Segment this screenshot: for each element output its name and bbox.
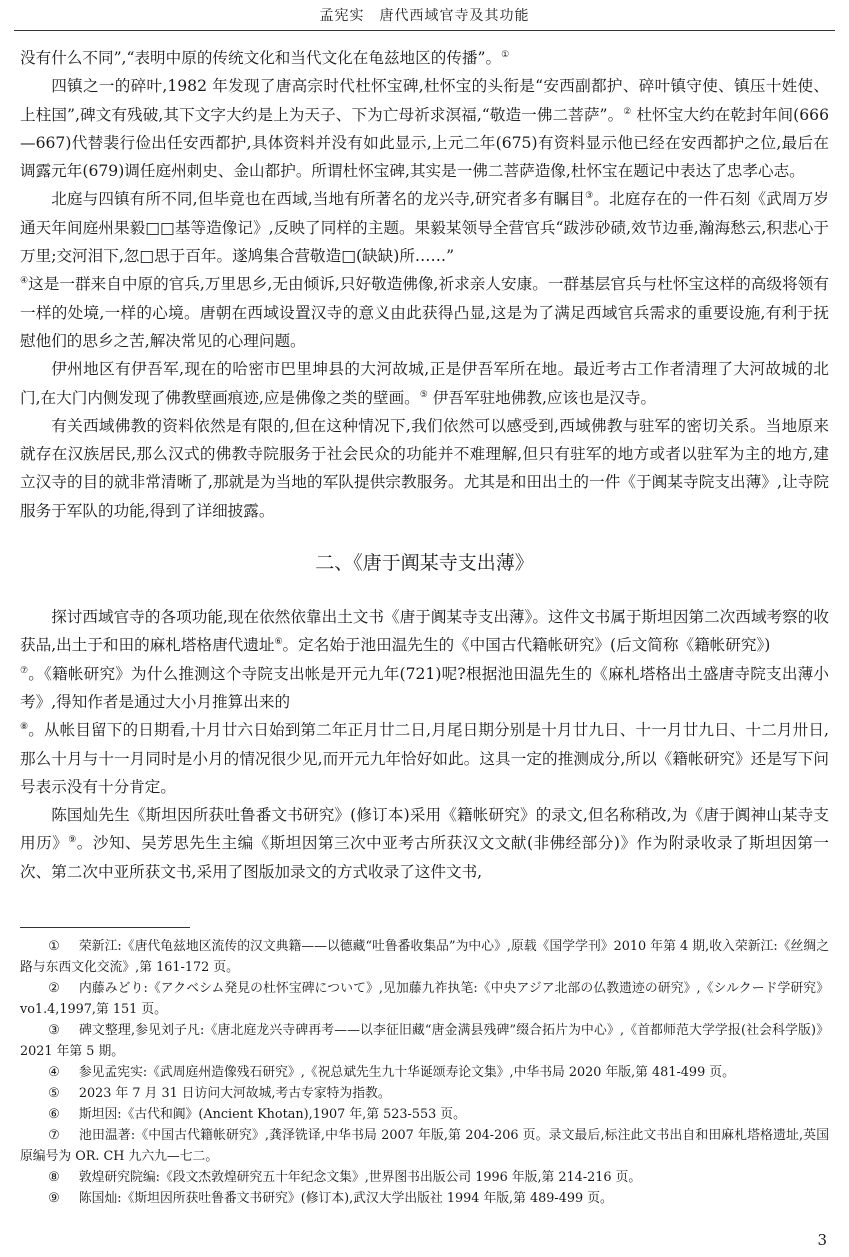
footnote-text: 内藤みどり:《アクベシム発見の杜怀宝碑について》,见加藤九祚执笔:《中央アジア北部の仏教遗迹の研究》,《シルクード学研究》vo1.4,1997,第 151 页。	[20, 981, 829, 1017]
footnote-number: ④	[48, 1065, 60, 1080]
running-title: 孟宪实 唐代西域官寺及其功能	[319, 8, 530, 24]
footnote-number: ⑦	[48, 1128, 60, 1143]
body-paragraph	[20, 603, 829, 660]
footnote-item	[20, 1167, 829, 1188]
paragraph-text: 四镇之一的碎叶,1982 年发现了唐高宗时代杜怀宝碑,杜怀宝的头衔是“安西副都护、碎叶镇守使、镇压十姓使、上柱国”,碑文有残破,其下文字大约是上为天子、下为亡母祈求溟福,“敬造一佛二菩萨”。	[20, 77, 829, 124]
paragraph-text: 没有什么不同”,“表明中原的传统文化和当代文化在龟兹地区的传播”。	[20, 49, 502, 67]
footnote-marker[interactable]: ⑥	[274, 637, 283, 648]
footnote-marker[interactable]: ⑦	[20, 665, 29, 676]
footnote-item	[20, 1125, 829, 1167]
paragraphs-after	[20, 603, 829, 886]
main-text	[20, 44, 829, 886]
paragraph-text-continued: 杜怀宝大约在乾封年间(666—667)代替裴行俭出任安西都护,具体资料并没有如此显示,上元二年(675)有资料显示他已经在安西都护之位,最后在调露元年(679)调任庭州刺史、金山都护。所谓杜怀宝碑,其实是一佛二菩萨造像,杜怀宝在题记中表达了忠孝心志。	[20, 105, 829, 181]
footnote-item	[20, 1083, 829, 1104]
paragraph-text-continued: 伊吾军驻地佛教,应该也是汉寺。	[427, 388, 657, 407]
paragraph-text: 陈国灿先生《斯坦因所获吐鲁番文书研究》(修订本)采用《籍帐研究》的录文,但名称稍改,为《唐于阗神山某寺支用历》	[20, 806, 829, 853]
footnote-marker[interactable]: ③	[585, 191, 594, 202]
body-paragraph	[20, 72, 829, 185]
paragraph-text: 探讨西域官寺的各项功能,现在依然依靠出土文书《唐于阗某寺支出薄》。这件文书属于斯坦因第二次西域考察的收获品,出土于和田的麻札塔格唐代遗址	[20, 608, 829, 655]
body-paragraph	[20, 185, 829, 270]
body-paragraph	[20, 716, 829, 801]
footnote-marker[interactable]: ⑨	[68, 835, 77, 846]
paragraph-text: 伊州地区有伊吾军,现在的哈密市巴里坤县的大河故城,正是伊吾军所在地。最近考古工作者清理了大河故城的北门,在大门内侧发现了佛教壁画痕迹,应是佛像之类的壁画。	[20, 360, 829, 407]
footnote-text: 荣新江:《唐代龟兹地区流传的汉文典籍——以德藏“吐鲁番收集品”为中心》,原载《国学学刊》2010 年第 4 期,收入荣新江:《丝绸之路与东西文化交流》,第 161-172 页。	[20, 939, 829, 975]
paragraph-text-continued: 。沙知、吴芳思先生主编《斯坦因第三次中亚考古所获汉文文献(非佛经部分)》作为附录收录了斯坦因第一次、第二次中亚所获文书,采用了图版加录文的方式收录了这件文书,	[20, 834, 829, 881]
footnote-item	[20, 1062, 829, 1083]
footnote-text: 碑文整理,参见刘子凡:《唐北庭龙兴寺碑再考——以李征旧藏“唐金满县残碑”缀合拓片为中心》,《首都师范大学学报(社会科学版)》2021 年第 5 期。	[20, 1023, 829, 1059]
footnote-item	[20, 978, 829, 1020]
footnote-item	[20, 1188, 829, 1209]
footnote-number: ⑨	[48, 1191, 60, 1206]
running-header	[14, 6, 835, 31]
footnote-item	[20, 936, 829, 978]
footnote-marker[interactable]: ①	[501, 49, 510, 60]
footnote-text: 敦煌研究院编:《段文杰敦煌研究五十年纪念文集》,世界图书出版公司 1996 年版,第 214-216 页。	[78, 1170, 642, 1185]
paragraph-text-continued: 这是一群来自中原的官兵,万里思乡,无由倾诉,只好敬造佛像,祈求亲人安康。一群基层官兵与杜怀宝这样的高级将领有一样的处境,一样的心境。唐朝在西域设置汉寺的意义由此获得凸显,这是为了满足西域官兵需求的重要设施,有利于抚慰他们的思乡之苦,解决常见的心理问题。	[20, 275, 830, 350]
body-paragraph	[20, 355, 829, 412]
footnote-number: ⑤	[48, 1086, 60, 1101]
footnote-number: ②	[48, 981, 60, 996]
footnote-separator	[20, 927, 190, 928]
footnote-number: ①	[48, 939, 60, 954]
body-paragraph	[20, 412, 829, 525]
footnote-text: 斯坦因:《古代和阗》(Ancient Khotan),1907 年,第 523-553 页。	[78, 1107, 466, 1122]
body-paragraph	[20, 270, 829, 355]
footnote-item	[20, 1020, 829, 1062]
footnote-number: ③	[48, 1023, 60, 1038]
page-number: 3	[817, 1231, 827, 1249]
paragraph-text-continued: 。《籍帐研究》为什么推测这个寺院支出帐是开元九年(721)呢?根据池田温先生的《麻札塔格出土盛唐寺院支出薄小考》,得知作者是通过大小月推算出来的	[20, 664, 829, 711]
footnote-text: 陈国灿:《斯坦因所获吐鲁番文书研究》(修订本),武汉大学出版社 1994 年版,第 489-499 页。	[78, 1191, 613, 1206]
body-paragraph	[20, 44, 829, 72]
footnote-text: 参见孟宪实:《武周庭州造像残石研究》,《祝总斌先生九十华诞颂寿论文集》,中华书局 2020 年版,第 481-499 页。	[78, 1065, 735, 1080]
paragraph-text: 有关西域佛教的资料依然是有限的,但在这种情况下,我们依然可以感受到,西域佛教与驻军的密切关系。当地原来就存在汉族居民,那么汉式的佛教寺院服务于社会民众的功能并不难理解,但只有驻军的地方或者以驻军为主的地方,建立汉寺的目的就非常清晰了,那就是为当地的军队提供宗教服务。尤其是和田出土的一件《于阗某寺院支出薄》,让寺院服务于军队的功能,得到了详细披露。	[20, 416, 829, 520]
paragraphs-before	[20, 44, 829, 525]
footnote-text: 池田温著:《中国古代籍帐研究》,龚泽铣译,中华书局 2007 年版,第 204-206 页。录文最后,标注此文书出自和田麻札塔格遗址,英国原编号为 OR. CH 九六九—七二。	[20, 1128, 829, 1164]
paragraph-text-continued: 。定名始于池田温先生的《中国古代籍帐研究》(后文简称《籍帐研究》)	[282, 636, 771, 655]
body-paragraph	[20, 660, 829, 717]
paragraph-text: 北庭与四镇有所不同,但毕竟也在西域,当地有所著名的龙兴寺,研究者多有瞩目	[51, 190, 586, 209]
footnotes	[20, 936, 829, 1209]
footnote-marker[interactable]: ②	[623, 106, 632, 117]
footnote-text: 2023 年 7 月 31 日访问大河故城,考古专家特为指教。	[78, 1086, 391, 1101]
footnote-marker[interactable]: ⑤	[419, 389, 428, 400]
footnote-marker[interactable]: ④	[20, 276, 29, 287]
footnote-marker[interactable]: ⑧	[20, 722, 29, 733]
paragraph-text-continued: 。从帐目留下的日期看,十月廿六日始到第二年正月廿二日,月尾日期分别是十月廿九日、十一月廿九日、十二月卅日,那么十月与十一月同时是小月的情况很少见,而开元九年恰好如此。这具一定的推测成分,所以《籍帐研究》还是写下问号表示没有十分肯定。	[20, 721, 830, 796]
body-paragraph	[20, 801, 829, 886]
footnote-number: ⑥	[48, 1107, 60, 1122]
paragraph-text-continued: 。北庭存在的一件石刻《武周万岁通天年间庭州果毅□□基等造像记》,反映了同样的主题。果毅某领导全营官兵“跋涉砂碛,效节边垂,瀚海愁云,积悲心于万里;交河泪下,忽□思于百年。遂鸠集合营敬造□(缺缺)所……”	[20, 190, 829, 266]
footnote-item	[20, 1104, 829, 1125]
footnote-number: ⑧	[48, 1170, 60, 1185]
section-heading: 二、《唐于阗某寺支出薄》	[315, 552, 534, 575]
